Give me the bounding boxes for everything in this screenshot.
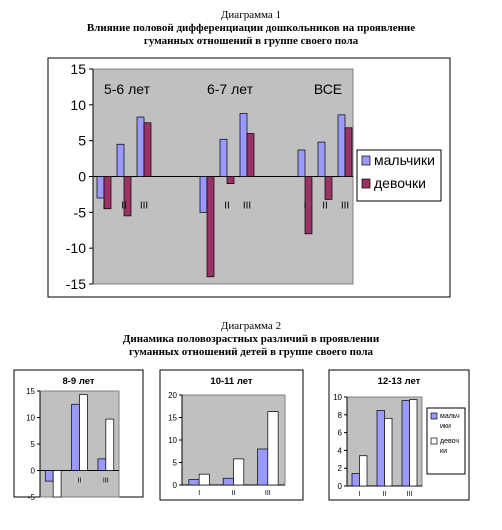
chart4-y-tick-label: 4 (337, 446, 342, 456)
chart4-title: 12-13 лет (377, 376, 421, 387)
chart1-y-tick-label: 15 (70, 61, 86, 77)
chart3-bar-boys (189, 480, 199, 485)
chart1-bar-boys (338, 115, 345, 177)
chart4-y-tick-label: 2 (337, 464, 342, 474)
chart4-y-tick-label: 0 (337, 482, 342, 491)
chart4-y-tick-label: 10 (333, 393, 342, 402)
chart4-x-tick-label: I (358, 491, 361, 498)
chart1-bar-boys (137, 117, 144, 176)
chart1-x-tick-label: III (242, 200, 252, 212)
chart2-title-line2: гуманных отношений детей в группе своего пола (128, 346, 374, 358)
chart1-bar-girls (144, 123, 151, 177)
chart1-bar-boys (318, 142, 325, 176)
chart3-title: 10-11 лет (210, 376, 253, 387)
chart1-bar-boys (298, 150, 305, 177)
chart3-x-tick-label: III (264, 490, 271, 497)
chart2-bar-boys (72, 404, 80, 470)
chart2-bar-girls (53, 471, 61, 498)
chart1-title-line1: Влияние половой дифференциации дошкольников на проявление (86, 22, 416, 34)
chart1-label: Диаграмма 1 (220, 9, 282, 21)
chart1-group-label: 5-6 лет (103, 81, 151, 97)
chart4-legend-swatch (431, 438, 437, 444)
chart1-bar-boys (240, 113, 247, 176)
chart3-y-tick-label: 20 (168, 391, 177, 400)
chart1-bar-girls (345, 128, 352, 177)
chart3-y-tick-label: 5 (172, 458, 177, 468)
chart4-bar-girls (385, 418, 393, 486)
chart4-bar-boys (377, 410, 385, 486)
chart2-y-tick-label: 5 (30, 440, 35, 449)
chart1-y-tick-label: -5 (73, 204, 86, 221)
chart1-x-tick-label: I (303, 200, 307, 212)
chart1-bar-boys (97, 177, 104, 199)
chart1-y-tick-label: -10 (65, 240, 86, 257)
chart2-bar-boys (98, 459, 106, 471)
chart1-bar-girls (207, 177, 214, 277)
chart4-legend-label-part: ики (440, 423, 451, 430)
chart4-legend-swatch (431, 413, 437, 419)
chart4-bar-boys (402, 401, 410, 486)
chart1-y-tick-label: 0 (78, 168, 86, 185)
chart4-x-tick-label: III (406, 491, 413, 498)
chart4-legend-label-part: мальч (440, 413, 460, 420)
chart4-x-tick-label: II (382, 491, 387, 498)
chart1-x-tick-label: II (121, 200, 127, 212)
chart1-legend-swatch (362, 179, 370, 188)
chart3-bar-girls (199, 474, 209, 485)
chart3-bar-girls (268, 412, 278, 485)
chart2-title: 8-9 лет (62, 376, 95, 387)
chart4-bar-girls (360, 456, 368, 486)
chart2-x-tick-label: I (52, 477, 55, 485)
chart3-x-tick-label: I (198, 490, 201, 497)
chart1-y-tick-label: 5 (78, 132, 86, 149)
chart3-bar-girls (234, 459, 244, 485)
chart1-y-tick-label: 10 (70, 96, 86, 113)
chart3-y-tick-label: 15 (168, 413, 177, 423)
chart1-legend-label: девочки (374, 175, 426, 191)
chart2-y-tick-label: 10 (26, 413, 35, 423)
chart3-bar-boys (223, 478, 233, 485)
chart2-bar-girls (106, 419, 114, 470)
chart1-y-tick-label: -15 (65, 276, 86, 292)
chart4-legend-label-part: девоч (440, 438, 460, 445)
chart3-y-tick-label: 10 (168, 436, 177, 445)
chart4-bar-boys (352, 474, 360, 486)
chart1-group-label: 6-7 лет (206, 81, 254, 97)
chart1-x-tick-label: III (139, 200, 149, 212)
chart1-group-label: ВСЕ (313, 81, 343, 97)
chart1-x-tick-label: III (340, 200, 350, 212)
chart2-title-line1: Динамика половозрастных различий в проявлении (122, 333, 380, 345)
chart2-x-tick-label: II (77, 477, 82, 485)
chart1-x-tick-label: I (205, 200, 209, 212)
chart2-label: Диаграмма 2 (220, 320, 282, 332)
chart4-legend-label-part: ки (440, 448, 447, 455)
chart3-x-tick-label: II (231, 490, 236, 497)
chart1-bar-girls (325, 177, 332, 200)
chart4-y-tick-label: 6 (337, 428, 342, 438)
chart2-x-tick-label: III (102, 477, 109, 485)
chart1-title-line2: гуманных отношений в группе своего пола (143, 35, 359, 47)
chart4-y-tick-label: 8 (337, 410, 342, 420)
chart3-y-tick-label: 0 (172, 481, 177, 490)
chart1-bar-boys (117, 144, 124, 176)
chart1-bar-girls (227, 177, 234, 184)
chart1-x-tick-label: I (102, 200, 106, 212)
chart3-bar-boys (258, 449, 268, 485)
chart1-x-tick-label: II (224, 200, 230, 212)
chart1-bar-girls (247, 134, 254, 177)
chart1-legend-swatch (362, 156, 370, 165)
chart1-legend-label: мальчики (374, 152, 435, 168)
chart4-bar-girls (410, 400, 418, 486)
chart2-y-tick-label: 15 (26, 387, 35, 396)
chart2-bar-girls (80, 395, 88, 471)
chart2-y-tick-label: 0 (30, 466, 35, 476)
chart1-x-tick-label: II (322, 200, 328, 212)
chart1-bar-boys (220, 139, 227, 176)
chart2-y-tick-label: -5 (27, 493, 35, 502)
